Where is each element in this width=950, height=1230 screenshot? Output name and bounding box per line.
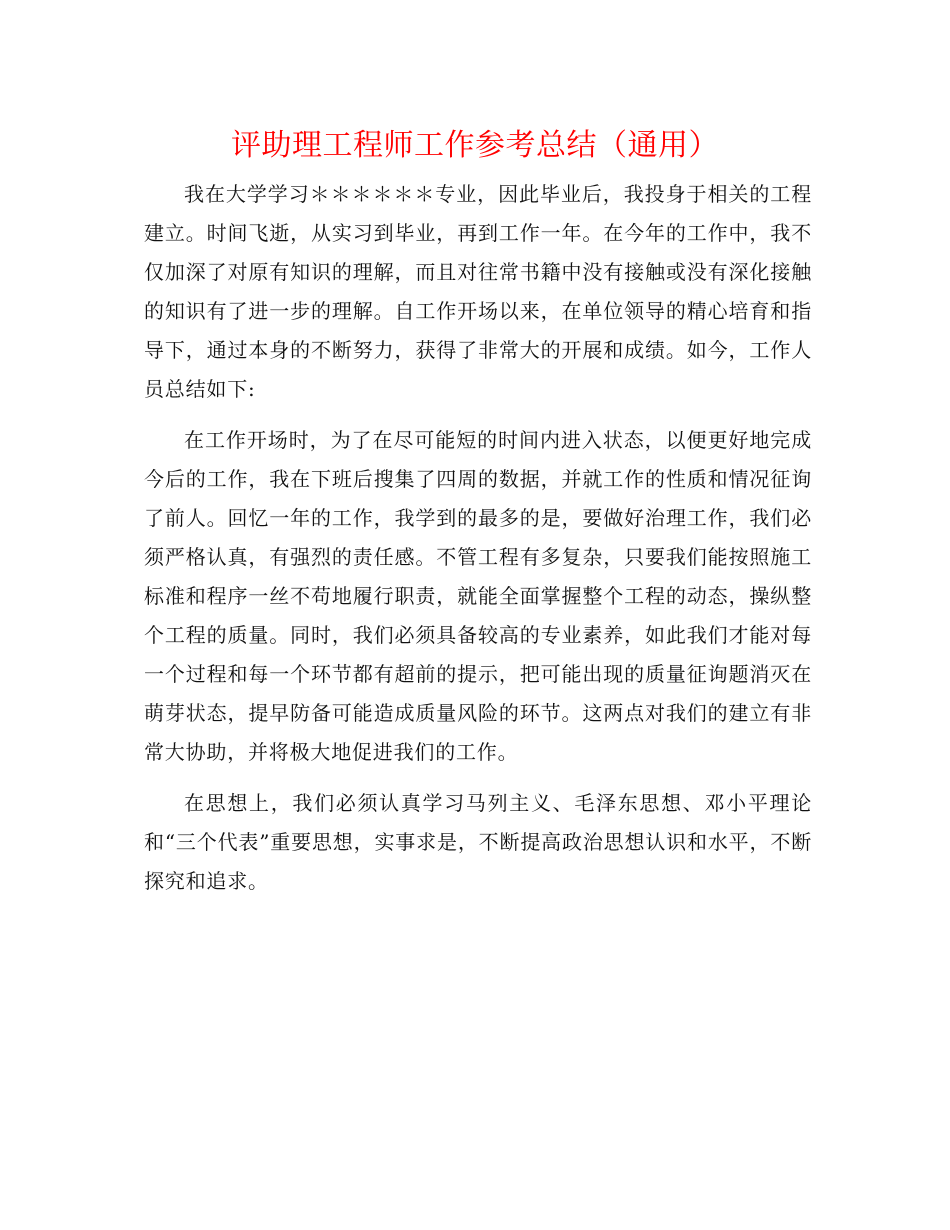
paragraph-work-start: 在工作开场时，为了在尽可能短的时间内进入状态，以便更好地完成今后的工作，我在下班后搜集了四周的数据，并就工作的性质和情况征询了前人。回忆一年的工作，我学到的最多的是，要做好治理工作，我们必须严格认真，有强烈的责任感。不管工程有多复杂，只要我们能按照施工标准和程序一丝不苟地履行职责，就能全面掌握整个工程的动态，操纵整个工程的质量。同时，我们必须具备较高的专业素养，如此我们才能对每一个过程和每一个环节都有超前的提示，把可能出现的质量征询题消灭在萌芽状态，提早防备可能造成质量风险的环节。这两点对我们的建立有非常大协助，并将极大地促进我们的工作。	[144, 428, 812, 764]
document-title: 评助理工程师工作参考总结（通用）	[231, 128, 719, 163]
document-body	[144, 175, 812, 913]
paragraph-intro: 我在大学学习＊＊＊＊＊＊专业，因此毕业后，我投身于相关的工程建立。时间飞逝，从实习到毕业，再到工作一年。在今年的工作中，我不仅加深了对原有知识的理解，而且对往常书籍中没有接触或没有深化接触的知识有了进一步的理解。自工作开场以来，在单位领导的精心培育和指导下，通过本身的不断努力，获得了非常大的开展和成绩。如今，工作人员总结如下:	[144, 182, 812, 401]
paragraph-ideology: 在思想上，我们必须认真学习马列主义、毛泽东思想、邓小平理论和“三个代表”重要思想，实事求是，不断提高政治思想认识和水平，不断探究和追求。	[144, 791, 812, 893]
